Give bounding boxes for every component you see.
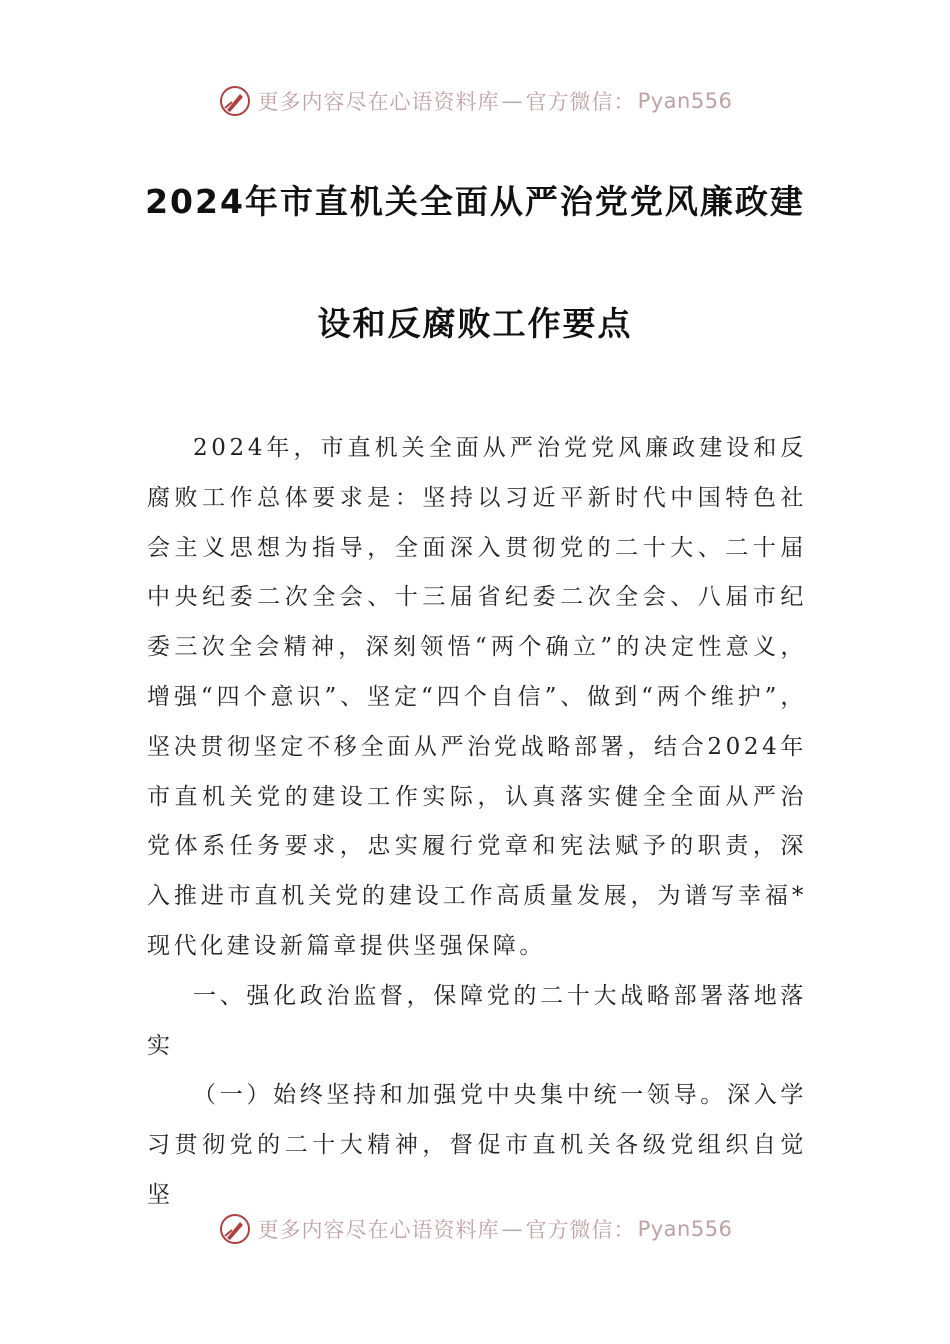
watermark-official: 官方微信： bbox=[525, 90, 636, 114]
watermark-id: Pyan556 bbox=[637, 89, 733, 113]
watermark-id: Pyan556 bbox=[637, 1217, 733, 1241]
watermark-footer bbox=[0, 1212, 950, 1246]
watermark-header bbox=[0, 84, 950, 118]
document-body bbox=[147, 424, 807, 1221]
paragraph-intro: 2024年，市直机关全面从严治党党风廉政建设和反腐败工作总体要求是：坚持以习近平新时代中国特色社会主义思想为指导，全面深入贯彻党的二十大、二十届中央纪委二次全会、十三届省纪委二次全会、八届市纪委三次全会精神，深刻领悟“两个确立”的决定性意义，增强“四个意识”、坚定“四个自信”、做到“两个维护”，坚决贯彻坚定不移全面从严治党战略部署，结合2024年市直机关党的建设工作实际，认真落实健全全面从严治党体系任务要求，忠实履行党章和宪法赋予的职责，深入推进市直机关党的建设工作高质量发展，为谱写幸福*现代化建设新篇章提供坚强保障。 bbox=[147, 435, 807, 959]
watermark-official: 官方微信： bbox=[525, 1218, 636, 1242]
document-title-line-2: 设和反腐败工作要点 bbox=[317, 304, 633, 343]
watermark-text: 更多内容尽在心语资料库 bbox=[257, 90, 500, 114]
watermark-separator: — bbox=[501, 1217, 524, 1241]
pen-nib-logo-icon bbox=[218, 84, 252, 118]
document-title-line-1: 2024年市直机关全面从严治党党风廉政建 bbox=[145, 182, 805, 221]
paragraph-section-heading: 一、强化政治监督，保障党的二十大战略部署落地落实 bbox=[147, 982, 807, 1059]
paragraph-subsection: （一）始终坚持和加强党中央集中统一领导。深入学习贯彻党的二十大精神，督促市直机关各级党组织自觉坚 bbox=[147, 1082, 807, 1208]
watermark-separator: — bbox=[501, 89, 524, 113]
pen-nib-logo-icon bbox=[218, 1212, 252, 1246]
watermark-text: 更多内容尽在心语资料库 bbox=[257, 1218, 500, 1242]
